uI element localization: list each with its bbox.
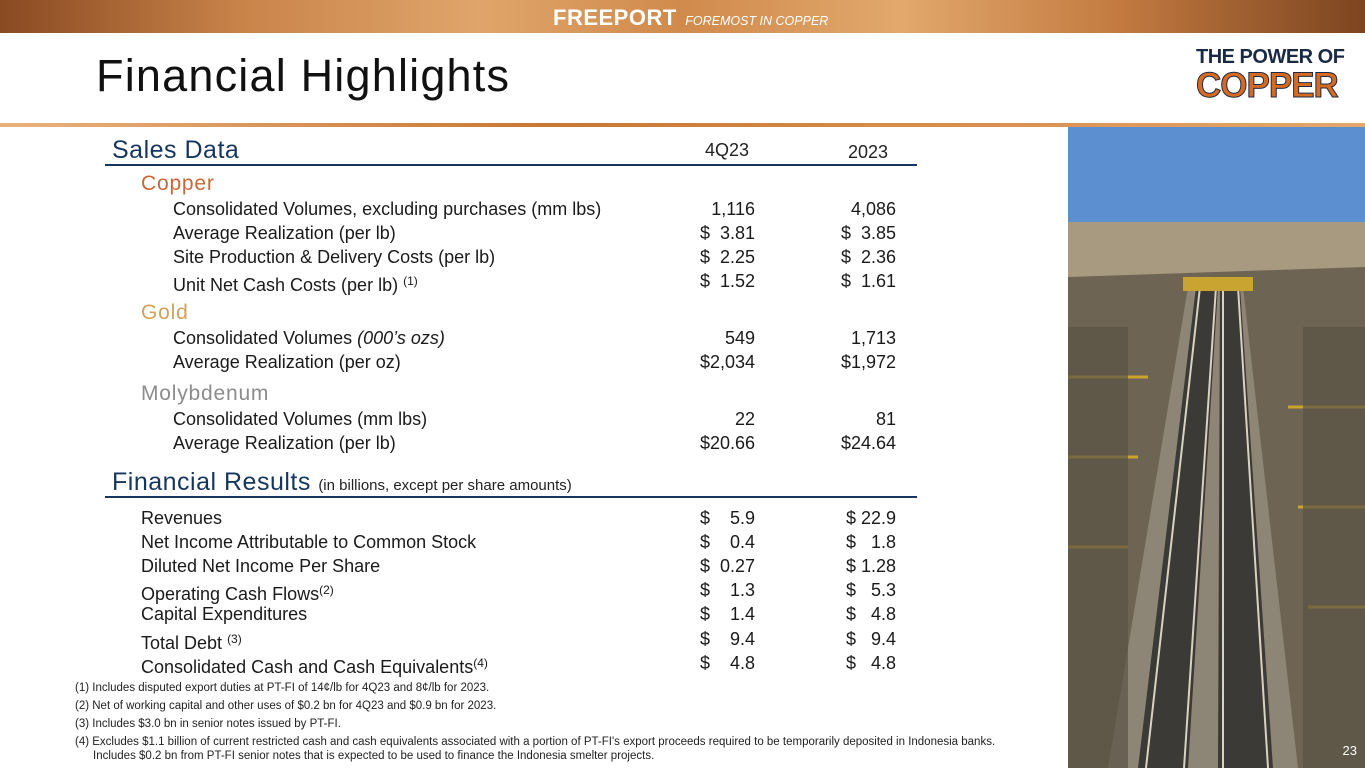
conveyor-photo	[1068, 127, 1365, 768]
footnote-ref: (4)	[473, 656, 488, 670]
top-banner	[0, 0, 1365, 33]
category-gold: Gold	[141, 301, 189, 324]
row-label: Consolidated Cash and Cash Equivalents$^{(4)}$	[141, 656, 488, 677]
row-label: Total Debt $^{(3)}$	[141, 632, 242, 653]
table-row	[0, 531, 1000, 553]
brand-tagline: FOREMOST IN COPPER	[685, 14, 829, 28]
row-label: Consolidated Volumes, excluding purchases (mm lbs)	[173, 199, 602, 219]
value-2023: $ 4.8	[845, 604, 896, 624]
row-label: Unit Net Cash Costs (per lb) $^{(1)}$	[173, 274, 418, 295]
table-row	[0, 628, 1000, 653]
row-label: Operating Cash Flows$^{(2)}$	[141, 583, 334, 604]
brand-name: FREEPORT	[553, 5, 677, 30]
table-row	[0, 246, 1000, 268]
value-2023: 81	[875, 409, 896, 429]
category-molybdenum: Molybdenum	[141, 382, 270, 405]
value-4q23: $2,034	[699, 352, 755, 372]
value-2023: $ 22.9	[845, 508, 896, 528]
value-4q23: 22	[734, 409, 755, 429]
value-4q23: $ 2.25	[699, 247, 755, 267]
value-2023: $ 9.4	[845, 629, 896, 649]
row-label: Average Realization (per lb)	[173, 433, 396, 453]
row-label: Consolidated Volumes (000’s ozs)	[173, 328, 445, 348]
row-label: Revenues	[141, 508, 223, 528]
row-label: Average Realization (per oz)	[173, 352, 401, 372]
value-4q23: $ 1.4	[699, 604, 755, 624]
table-row	[0, 652, 1000, 677]
value-4q23: $ 0.27	[699, 556, 755, 576]
power-of-copper-logo	[1196, 46, 1354, 106]
value-4q23: $20.66	[699, 433, 755, 453]
table-row	[0, 408, 1000, 430]
table-row	[0, 507, 1000, 529]
value-4q23: $ 1.52	[699, 271, 755, 291]
row-label: Diluted Net Income Per Share	[141, 556, 381, 576]
value-2023: $ 1.8	[845, 532, 896, 552]
financial-results-rule	[105, 496, 917, 498]
value-4q23: $ 9.4	[699, 629, 755, 649]
logo-top-text: THE POWER OF	[1196, 46, 1345, 68]
brand-logo	[553, 5, 828, 29]
value-4q23: 1,116	[711, 199, 755, 219]
footnote-4: (4) Excludes $1.1 billion of current restricted cash and cash equivalents associated with a portion of PT-FI's export proceeds required to be temporarily deposited in Indonesia banks. Includes $0.2 bn from PT-FI senior notes that is expected to be used to finance the Indonesia smelter projects.	[75, 736, 996, 762]
value-4q23: $ 3.81	[699, 223, 755, 243]
table-row	[0, 603, 1000, 625]
value-2023: $ 2.36	[840, 247, 896, 267]
col-header-2023: 2023	[848, 142, 889, 162]
footnote-ref: (3)	[227, 632, 242, 646]
row-label: Site Production & Delivery Costs (per lb)	[173, 247, 496, 267]
table-row	[0, 222, 1000, 244]
sales-data-heading: Sales Data	[112, 136, 240, 164]
footnote-2: (2) Net of working capital and other uses of $0.2 bn for 4Q23 and $0.9 bn for 2023.	[75, 700, 497, 712]
footnote-3: (3) Includes $3.0 bn in senior notes issued by PT-FI.	[75, 718, 341, 730]
financial-results-heading: Financial Results (in billions, except per share amounts)	[112, 468, 572, 496]
logo-bottom-text: COPPER	[1196, 66, 1338, 105]
table-row	[0, 555, 1000, 577]
value-4q23: 549	[724, 328, 755, 348]
financial-results-note: (in billions, except per share amounts)	[318, 477, 572, 494]
value-2023: $ 1.28	[845, 556, 896, 576]
value-4q23: $ 4.8	[699, 653, 755, 673]
table-row	[0, 270, 1000, 295]
page-number: 23	[1342, 743, 1357, 758]
col-header-4q23: 4Q23	[705, 140, 750, 160]
value-2023: $ 1.61	[840, 271, 896, 291]
table-row	[0, 432, 1000, 454]
value-4q23: $ 5.9	[699, 508, 755, 528]
table-row	[0, 579, 1000, 604]
row-label: Capital Expenditures	[141, 604, 308, 624]
category-copper: Copper	[141, 172, 215, 195]
value-2023: 1,713	[850, 328, 896, 348]
conveyor-illustration	[1068, 127, 1365, 768]
value-2023: $ 4.8	[845, 653, 896, 673]
value-2023: $24.64	[840, 433, 896, 453]
table-row	[0, 351, 1000, 373]
row-label: Average Realization (per lb)	[173, 223, 396, 243]
footnote-ref: (1)	[403, 274, 418, 288]
footnote-1: (1) Includes disputed export duties at PT-FI of 14¢/lb for 4Q23 and 8¢/lb for 2023.	[75, 682, 490, 694]
row-label: Consolidated Volumes (mm lbs)	[173, 409, 428, 429]
value-2023: $1,972	[840, 352, 896, 372]
sales-data-rule	[105, 164, 917, 166]
value-2023: $ 5.3	[845, 580, 896, 600]
value-4q23: $ 0.4	[699, 532, 755, 552]
table-row	[0, 198, 1000, 220]
value-4q23: $ 1.3	[699, 580, 755, 600]
value-2023: 4,086	[850, 199, 896, 219]
value-2023: $ 3.85	[840, 223, 896, 243]
row-label: Net Income Attributable to Common Stock	[141, 532, 477, 552]
table-row	[0, 327, 1000, 349]
footnote-ref: (2)	[319, 583, 334, 597]
page-title: Financial Highlights	[96, 50, 511, 101]
footnotes	[75, 681, 1035, 767]
